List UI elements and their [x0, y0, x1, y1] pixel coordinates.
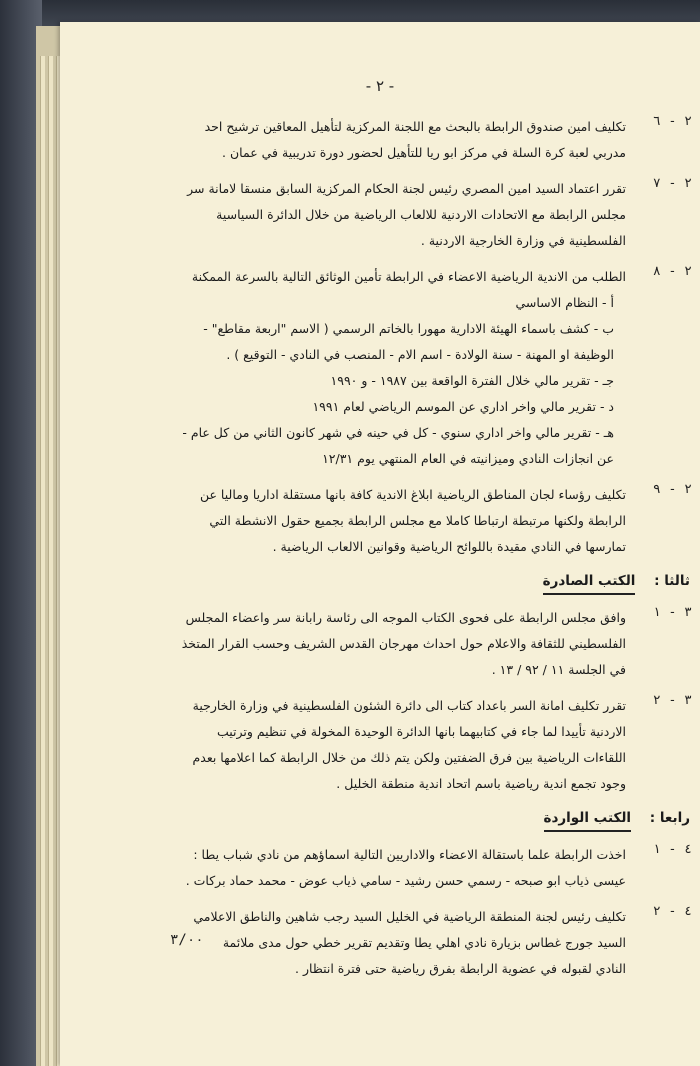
document-item — [60, 693, 700, 797]
item-number: ٢ - ٧ — [652, 176, 692, 191]
item-number: ٢ - ٨ — [652, 264, 692, 279]
item-text-line: عيسى ذياب ابو صبحه - رسمي حسن رشيد - سامي ذياب عوض - محمد حماد بركات . — [185, 873, 626, 888]
section-heading-outgoing — [60, 570, 700, 595]
item-number: ٣ - ١ — [652, 605, 692, 620]
page-edge — [48, 56, 53, 1066]
item-number: ٣ - ٢ — [652, 693, 692, 708]
section-title: الكتب الصادرة — [543, 570, 636, 595]
page-number: - ٢ - — [365, 77, 395, 95]
item-text-line: تقرر تكليف امانة السر باعداد كتاب الى دائرة الشئون الفلسطينية في وزارة الخارجية — [192, 698, 626, 713]
item-text-line: تكليف امين صندوق الرابطة بالبحث مع اللجنة المركزية لتأهيل المعاقين ترشيح احد — [204, 119, 626, 134]
item-number: ٤ - ٢ — [652, 904, 692, 919]
item-text-line: الاردنية تأييدا لما جاء في كتابيهما بانها الدائرة الوحيدة المخولة في تنظيم وترتيب — [216, 724, 626, 739]
item-text-line: النادي لقبوله في عضوية الرابطة بفرق رياضية حتى فترة انتظار . — [295, 961, 626, 976]
document-item — [60, 114, 700, 166]
document-item — [60, 176, 700, 254]
document-page — [60, 22, 700, 1066]
item-text-line: السيد جورج غطاس بزيارة نادي اهلي يطا وتقديم تقرير خطي حول مدى ملائمة — [222, 935, 626, 950]
item-text-line: أ - النظام الاساسي — [515, 295, 614, 310]
item-text-line: وافق مجلس الرابطة على فحوى الكتاب الموجه الى رئاسة رابانة سر واعضاء المجلس — [185, 610, 626, 625]
item-text-line: في الجلسة ١١ / ٩٢ / ١٣ . — [491, 662, 626, 677]
items-part-2 — [60, 605, 700, 797]
document-body — [60, 114, 700, 992]
section-heading-incoming — [60, 807, 700, 832]
item-text-line: د - تقرير مالي واخر اداري عن الموسم الرياضي لعام ١٩٩١ — [312, 399, 614, 414]
item-text-line: الفلسطيني للثقافة والاعلام حول احداث مهرجان القدس الشريف وحسب القرار المتخذ — [181, 636, 626, 651]
item-number: ٢ - ٩ — [652, 482, 692, 497]
section-title: الكتب الواردة — [544, 807, 632, 832]
item-text-line: مدربي لعبة كرة السلة في مركز ابو ريا للتأهيل لحضور دورة تدريبية في عمان . — [222, 145, 626, 160]
item-text-line: ب - كشف باسماء الهيئة الادارية مهورا بالخاتم الرسمي ( الاسم "اربعة مقاطع" - — [203, 321, 614, 336]
continuation-mark: ٣/٠٠ — [170, 932, 204, 948]
item-text-line: تكليف رئيس لجنة المنطقة الرياضية في الخليل السيد رجب شاهين والناطق الاعلامي — [193, 909, 626, 924]
document-item — [60, 605, 700, 683]
item-text-line: الفلسطينية في وزارة الخارجية الاردنية . — [420, 233, 626, 248]
document-item — [60, 482, 700, 560]
item-text-line: الوظيفة او المهنة - سنة الولادة - اسم الام - المنصب في النادي - التوقيع ) . — [226, 347, 614, 362]
page-edge — [40, 56, 45, 1066]
item-text-line: تمارسها في النادي مقيدة باللوائح الرياضية وقوانين الالعاب الرياضية . — [272, 539, 626, 554]
item-text-line: تقرر اعتماد السيد امين المصري رئيس لجنة الحكام المركزية السابق منسقا لامانة سر — [187, 181, 626, 196]
document-item — [60, 904, 700, 982]
item-text-line: هـ - تقرير مالي واخر اداري سنوي - كل في حينه في شهر كانون الثاني من كل عام - — [182, 425, 614, 440]
item-text-line: اخذت الرابطة علما باستقالة الاعضاء والاداريين التالية اسماؤهم من نادي شباب يطا : — [193, 847, 626, 862]
items-part-3 — [60, 842, 700, 982]
section-label: ثالثا : — [654, 573, 690, 589]
item-text-line: عن انجازات النادي وميزانيته في العام المنتهي يوم ١٢/٣١ — [322, 451, 614, 466]
item-text-line: جـ - تقرير مالي خلال الفترة الواقعة بين ١٩٨٧ - و ١٩٩٠ — [330, 373, 614, 388]
item-text-line: مجلس الرابطة مع الاتحادات الاردنية للالعاب الرياضية من خلال الدائرة السياسية — [216, 207, 626, 222]
section-label: رابعا : — [649, 810, 690, 826]
item-text-line: تكليف رؤساء لجان المناطق الرياضية ابلاغ الاندية كافة بانها مستقلة اداريا وماليا عن — [199, 487, 626, 502]
item-number: ٢ - ٦ — [652, 114, 692, 129]
item-text-line: اللقاءات الرياضية بين فرق الضفتين ولكن يتم ذلك من خلال الرابطة كما اعلامها بعدم — [192, 750, 626, 765]
item-text-line: الطلب من الاندية الرياضية الاعضاء في الرابطة تأمين الوثائق التالية بالسرعة الممكنة — [191, 269, 626, 284]
item-number: ٤ - ١ — [652, 842, 692, 857]
items-part-1 — [60, 114, 700, 560]
document-item — [60, 264, 700, 472]
item-text-line: وجود تجمع اندية رياضية باسم اتحاد اندية منطقة الخليل . — [336, 776, 626, 791]
document-item — [60, 842, 700, 894]
item-text-line: الرابطة ولكنها مرتبطة ارتباطا كاملا مع مجلس الرابطة بجميع حقول الانشطة التي — [209, 513, 626, 528]
